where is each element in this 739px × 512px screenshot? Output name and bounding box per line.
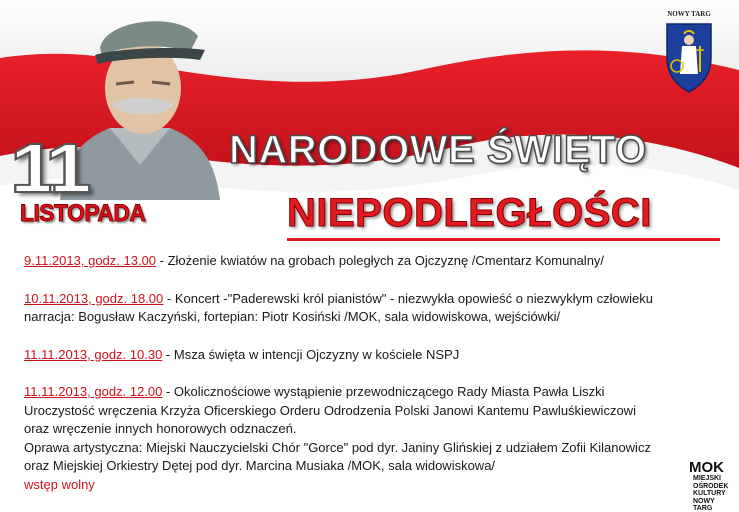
title-line-2: NIEPODLEGŁOŚCI (287, 191, 652, 235)
event-item (24, 346, 704, 365)
event-text: - Okolicznościowe wystąpienie przewodniczącego Rady Miasta Pawła Liszki (162, 384, 605, 399)
event-text: oraz wręczenie innych honorowych odznaczeń. (24, 421, 297, 436)
event-item (24, 252, 704, 271)
event-date: 9.11.2013, godz. 13.00 (24, 253, 157, 268)
event-date: 11.11.2013, godz. 10.30 (24, 346, 163, 362)
month-label: LISTOPADA (20, 200, 146, 227)
mok-logo-text: MOK (689, 459, 724, 474)
event-text: Oprawa artystyczna: Miejski Nauczycielski Chór "Gorce" pod dyr. Janiny Glińskiej z udziałem Zofii Kilanowicz (24, 439, 651, 455)
event-item (24, 383, 704, 494)
city-crest (660, 10, 718, 96)
mok-logo (679, 458, 731, 512)
mok-logo-icon (689, 458, 739, 474)
title-underline (287, 238, 720, 241)
title-line-1: NARODOWE ŚWIĘTO (229, 128, 647, 172)
event-text: - Koncert -"Paderewski król pianistów" - niezwykła opowieść o niezwykłym człowieku (163, 290, 653, 306)
event-text: Uroczystość wręczenia Krzyża Oficerskiego Orderu Odrodzenia Polski Janowi Kantemu Pawluśkiewiczowi (24, 402, 636, 418)
free-entry-note: wstęp wolny (24, 476, 95, 492)
mok-name: MIEJSKI OŚRODEK KULTURY NOWY TARG (693, 475, 729, 512)
event-text: narracja: Bogusław Kaczyński, fortepian: Piotr Kosiński /MOK, sala widowiskowa, wejściówki/ (24, 309, 561, 324)
event-text: - Msza święta w intencji Ojczyzny w kościele NSPJ (162, 346, 460, 362)
date-block (6, 129, 216, 230)
event-text: - Złożenie kwiatów na grobach poległych za Ojczyznę /Cmentarz Komunalny/ (156, 253, 605, 268)
coat-of-arms-icon (660, 10, 718, 96)
event-date: 10.11.2013, godz. 18.00 (24, 290, 164, 306)
event-item (24, 290, 704, 327)
event-date: 11.11.2013, godz. 12.00 (24, 384, 163, 399)
event-text: oraz Miejskiej Orkiestry Dętej pod dyr. Marcina Musiaka /MOK, sala widowiskowa/ (24, 458, 496, 473)
events-list (24, 252, 704, 494)
crest-city-label: NOWY TARG (667, 10, 711, 18)
day-number: 11 (10, 129, 85, 207)
